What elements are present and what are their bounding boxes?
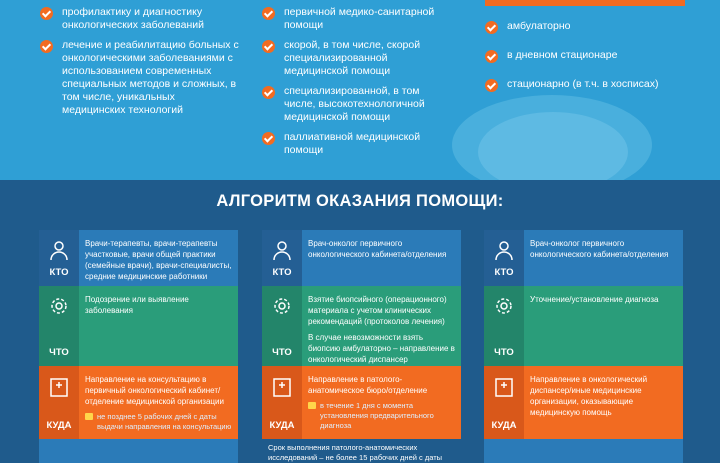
where-text: Направление на консультацию в первичный онкологический кабинет/отделение медицинской организации: [85, 375, 224, 406]
list-item: стационарно (в т.ч. в хосписах): [485, 78, 705, 91]
who-text: Врачи-терапевты, врачи-терапевты участковые, врачи общей практики (семейные врачи), врачи-специалисты, средние медицинские работники: [85, 239, 232, 281]
where-note: в течение 1 дня с момента установления предварительного диагноза: [308, 401, 455, 431]
check-icon: [262, 86, 275, 99]
hospital-icon: [492, 374, 516, 398]
doctor-icon: [270, 238, 294, 262]
doctor-icon: [47, 238, 71, 262]
check-icon: [40, 7, 53, 20]
algorithm-column-1: [39, 230, 238, 439]
what-extra-text: В случае невозможности взять биопсию амбулаторно – направление в онкологический диспансер: [308, 333, 455, 364]
list-item: скорой, в том числе, скорой специализированной медицинской помощи: [262, 39, 452, 78]
row-what: [39, 286, 238, 366]
cell-icon: [492, 294, 516, 318]
where-note: не позднее 5 рабочих дней с даты выдачи направления на консультацию: [85, 412, 232, 432]
list-item: первичной медико-санитарной помощи: [262, 6, 452, 32]
row-where: [262, 366, 461, 439]
list-item: в дневном стационаре: [485, 49, 705, 62]
hospital-icon: [47, 374, 71, 398]
check-icon: [262, 40, 275, 53]
label-what: ЧТО: [494, 347, 514, 358]
check-icon: [485, 50, 498, 63]
list-item: специализированной, в том числе, высокотехнологичной медицинской помощи: [262, 85, 452, 124]
doctor-icon: [492, 238, 516, 262]
label-where: КУДА: [491, 420, 517, 431]
where-text: Направление в онкологический диспансер/иные медицинские организации, оказывающие медицинскую помощь: [530, 375, 648, 417]
row-what: [484, 286, 683, 366]
cell-icon: [270, 294, 294, 318]
cell-icon: [47, 294, 71, 318]
label-what: ЧТО: [272, 347, 292, 358]
check-icon: [40, 40, 53, 53]
bottom-card-1: [39, 439, 238, 463]
who-text: Врач-онколог первичного онкологического кабинета/отделения: [530, 239, 669, 259]
row-where: [39, 366, 238, 439]
label-where: КУДА: [46, 420, 72, 431]
row-who: [484, 230, 683, 286]
where-text: Направление в патолого-анатомическое бюро/отделение: [308, 375, 428, 395]
check-icon: [262, 132, 275, 145]
top-section: [0, 0, 720, 180]
label-who: КТО: [272, 267, 292, 278]
label-who: КТО: [494, 267, 514, 278]
list-prevention: [40, 6, 240, 124]
label-where: КУДА: [269, 420, 295, 431]
row-where: [484, 366, 683, 439]
list-item: профилактику и диагностику онкологических заболеваний: [40, 6, 240, 32]
bottom-card-3: [484, 439, 683, 463]
row-who: [262, 230, 461, 286]
check-icon: [262, 7, 275, 20]
what-text: Взятие биопсийного (операционного) материала с учетом клинических рекомендаций (протоколов лечения): [308, 295, 447, 326]
who-text: Врач-онколог первичного онкологического кабинета/отделения: [308, 239, 447, 259]
label-what: ЧТО: [49, 347, 69, 358]
list-item: лечение и реабилитацию больных с онкологическими заболеваниями с использованием современных специальных методов и сложных, в том числе, уникальных медицинских технологий: [40, 39, 240, 117]
orange-header-bar: [485, 0, 685, 6]
row-who: [39, 230, 238, 286]
hospital-icon: [270, 374, 294, 398]
list-conditions: [485, 0, 705, 107]
bottom-card-2: [262, 439, 461, 463]
row-what: [262, 286, 461, 366]
check-icon: [485, 79, 498, 92]
list-item: паллиативной медицинской помощи: [262, 131, 452, 157]
bottom-text: Срок выполнения патолого-анатомических исследований – не более 15 рабочих дней с даты: [268, 443, 443, 462]
list-care-types: [262, 6, 452, 164]
algorithm-column-2: [262, 230, 461, 439]
list-item: амбулаторно: [485, 20, 705, 33]
algorithm-title: АЛГОРИТМ ОКАЗАНИЯ ПОМОЩИ:: [216, 192, 504, 210]
algorithm-column-3: [484, 230, 683, 439]
label-who: КТО: [49, 267, 69, 278]
what-text: Уточнение/установление диагноза: [530, 295, 659, 304]
what-text: Подозрение или выявление заболевания: [85, 295, 189, 315]
check-icon: [485, 21, 498, 34]
